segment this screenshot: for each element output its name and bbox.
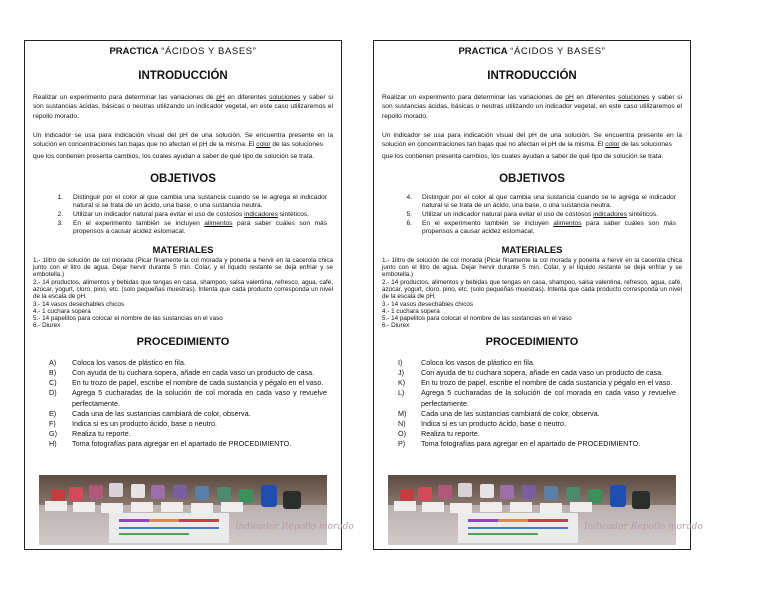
materiales-list bbox=[382, 257, 682, 330]
objetivo-item: 4. Distinguir por el color al que cambia una sustancia cuando se le agrega el indicador natural si se trata de un ácido, una base, o una sustancia neutra. bbox=[406, 193, 676, 210]
procedimiento-step: K) En tu trozo de papel, escribe el nombre de cada sustancia y pégalo en el vaso. bbox=[398, 378, 673, 388]
procedimiento-step: B) Con ayuda de tu cuchara sopera, añade en cada vaso un producto de casa. bbox=[49, 367, 315, 377]
material-item: 1.- 1litro de solución de col morada (Picar finamente la col morada y ponerla a hervir en la cacerola chica junto con el litro de agua. Dejar hervir durante 5 min. Colar, y el líquido restante se deja enfriar y se embotella.) bbox=[382, 256, 682, 279]
procedimiento-step: M) Cada una de las sustancias cambiará de color, observa. bbox=[398, 408, 600, 418]
practica-subtitle: “ÁCIDOS Y BASES” bbox=[510, 46, 606, 57]
practica-label: PRACTICA bbox=[109, 46, 159, 57]
procedimiento-step: P) Toma fotografías para agregar en el apartado de PROCEDIMIENTO. bbox=[398, 439, 641, 449]
procedimiento-step: C) En tu trozo de papel, escribe el nombre de cada sustancia y pégalo en el vaso. bbox=[49, 378, 324, 388]
intro-heading: INTRODUCCIÓN bbox=[487, 70, 577, 82]
procedimiento-step: A) Coloca los vasos de plástico en fila. bbox=[49, 357, 186, 367]
procedimiento-step: F) Indica si es un producto ácido, base o neutro. bbox=[49, 418, 218, 428]
procedimiento-step: I) Coloca los vasos de plástico en fila. bbox=[398, 357, 535, 367]
material-item: 3.- 14 vasos desechables chicos bbox=[382, 300, 474, 308]
experiment-photo bbox=[39, 475, 354, 545]
objetivos-list bbox=[33, 194, 333, 237]
material-item: 4.- 1 cuchara sopera bbox=[382, 307, 440, 315]
intro-paragraph-2: Un indicador se usa para indicación visual del pH de una solución. Se encuentra presente en la solución en concentraciones tan bajas que no afectan el pH de la misma. El color de las soluciones bbox=[33, 131, 333, 149]
sheet-title bbox=[382, 45, 682, 58]
procedimiento-list bbox=[33, 358, 333, 450]
material-item: 6.- Diurex bbox=[33, 322, 61, 330]
procedimiento-step: G) Realiza tu reporte. bbox=[49, 429, 131, 439]
material-item: 5.- 14 papelitos para colocar el nombre de las sustancias en el vaso bbox=[33, 315, 223, 323]
material-item: 3.- 14 vasos desechables chicos bbox=[33, 300, 125, 308]
intro-paragraph-1: Realizar un experimento para determinar las variaciones de pH en diferentes soluciones y saber si son sustancias ácidas, básicas o neutras utilizando un indicador vegetal, en este caso utilizaremos el repollo morado. bbox=[33, 94, 333, 120]
experiment-photo-image bbox=[388, 475, 703, 545]
intro-paragraph-2: Un indicador se usa para indicación visual del pH de una solución. Se encuentra presente en la solución en concentraciones tan bajas que no afectan el pH de la misma. El color de las soluciones bbox=[382, 131, 682, 149]
objetivos-heading: OBJETIVOS bbox=[150, 172, 216, 185]
objetivo-item: 3. En el experimento también se incluyen alimentos para saber cuáles son más propensos a causar acidez estomacal. bbox=[57, 219, 328, 236]
practice-sheet-right bbox=[373, 40, 703, 550]
objetivo-item: 2. Utilizar un indicador natural para evitar el uso de costosos indicadores sintéticos. bbox=[57, 210, 310, 218]
procedimiento-step: L) Agrega 5 cucharadas de la solución de col morada en cada vaso y revuelve perfectamente. bbox=[398, 388, 676, 408]
procedimiento-step: H) Toma fotografías para agregar en el apartado de PROCEDIMIENTO. bbox=[49, 439, 292, 449]
material-item: 6.- Diurex bbox=[382, 322, 410, 330]
intro-heading: INTRODUCCIÓN bbox=[138, 70, 228, 82]
objetivo-item: 6. En el experimento también se incluyen alimentos para saber cuáles son más propensos a causar acidez estomacal. bbox=[406, 219, 677, 236]
practica-label: PRACTICA bbox=[458, 46, 508, 57]
materiales-heading: MATERIALES bbox=[501, 244, 563, 256]
materiales-heading: MATERIALES bbox=[152, 244, 214, 256]
objetivos-list bbox=[382, 194, 682, 237]
intro-paragraph-3: que los contienen presenta cambios, los cuales ayudan a saber de qué tipo de solución se trata. bbox=[33, 153, 315, 161]
practica-subtitle: “ÁCIDOS Y BASES” bbox=[161, 46, 257, 57]
objetivo-item: 1. Distinguir por el color al que cambia una sustancia cuando se le agrega el indicador natural si se trata de un ácido, una base, o una sustancia neutra. bbox=[57, 193, 327, 210]
sheet-title bbox=[33, 45, 333, 58]
intro-paragraph-3: que los contienen presenta cambios, los cuales ayudan a saber de qué tipo de solución se trata. bbox=[382, 153, 664, 161]
material-item: 2.- 14 productos, alimentos y bebidas que tengas en casa, shampoo, salsa valentina, refresco, agua, café, azúcar, yogurt, cloro, pino, etc. (solo pequeñas muestras). Intenta que cada producto corresponda un nivel de la escala de pH. bbox=[33, 278, 333, 301]
objetivos-heading: OBJETIVOS bbox=[499, 172, 565, 185]
procedimiento-heading: PROCEDIMIENTO bbox=[136, 335, 230, 348]
experiment-photo-image bbox=[39, 475, 354, 545]
material-item: 5.- 14 papelitos para colocar el nombre de las sustancias en el vaso bbox=[382, 315, 572, 323]
material-item: 4.- 1 cuchara sopera bbox=[33, 307, 91, 315]
procedimiento-step: J) Con ayuda de tu cuchara sopera, añade en cada vaso un producto de casa. bbox=[398, 367, 664, 377]
objetivo-item: 5. Utilizar un indicador natural para evitar el uso de costosos indicadores sintéticos. bbox=[406, 210, 659, 218]
procedimiento-step: N) Indica si es un producto ácido, base o neutro. bbox=[398, 418, 567, 428]
material-item: 1.- 1litro de solución de col morada (Picar finamente la col morada y ponerla a hervir en la cacerola chica junto con el litro de agua. Dejar hervir durante 5 min. Colar, y el líquido restante se deja enfriar y se embotella.) bbox=[33, 256, 333, 279]
material-item: 2.- 14 productos, alimentos y bebidas que tengas en casa, shampoo, salsa valentina, refresco, agua, café, azúcar, yogurt, cloro, pino, etc. (solo pequeñas muestras). Intenta que cada producto corresponda un nivel de la escala de pH. bbox=[382, 278, 682, 301]
practice-sheet-left bbox=[24, 40, 354, 550]
procedimiento-step: E) Cada una de las sustancias cambiará de color, observa. bbox=[49, 408, 251, 418]
photo-caption: Indicador Repollo morado bbox=[584, 522, 703, 532]
procedimiento-step: D) Agrega 5 cucharadas de la solución de col morada en cada vaso y revuelve perfectamente. bbox=[49, 388, 327, 408]
intro-paragraph-1: Realizar un experimento para determinar las variaciones de pH en diferentes soluciones y saber si son sustancias ácidas, básicas o neutras utilizando un indicador vegetal, en este caso utilizaremos el repollo morado. bbox=[382, 94, 682, 120]
experiment-photo bbox=[388, 475, 703, 545]
procedimiento-list bbox=[382, 358, 682, 450]
procedimiento-step: O) Realiza tu reporte. bbox=[398, 429, 480, 439]
photo-caption: Indicador Repollo morado bbox=[235, 522, 354, 532]
procedimiento-heading: PROCEDIMIENTO bbox=[485, 335, 579, 348]
materiales-list bbox=[33, 257, 333, 330]
